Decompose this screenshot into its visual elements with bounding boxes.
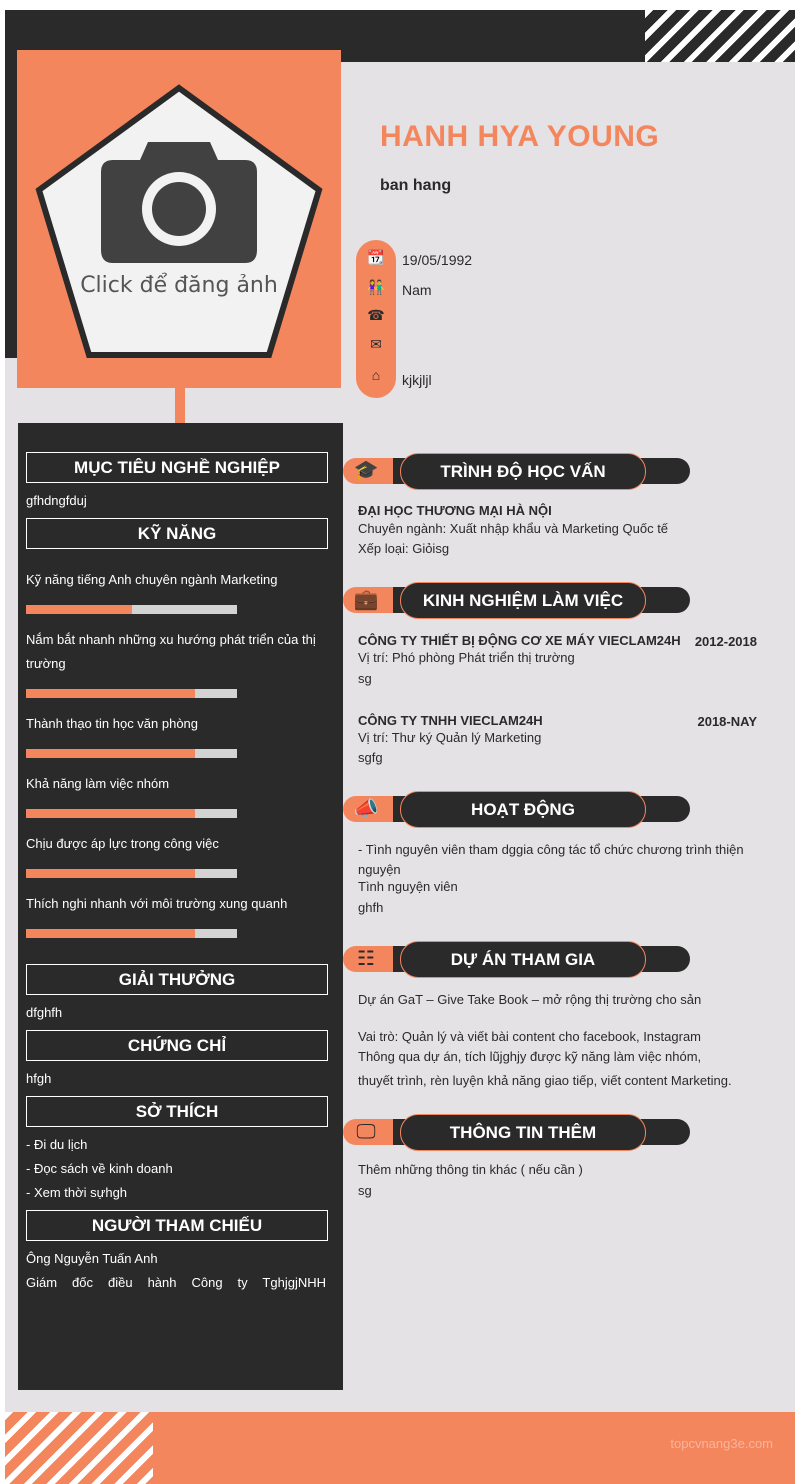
- education-grade: Xếp loại: Giỏisg: [358, 541, 450, 556]
- skill-label: Khả năng làm việc nhóm: [26, 776, 170, 791]
- envelope-icon: ✉: [370, 336, 382, 352]
- megaphone-icon: 📣: [353, 798, 379, 820]
- calendar-icon: 📆: [367, 249, 385, 265]
- activities-title: HOẠT ĐỘNG: [400, 791, 646, 828]
- hobby-item: - Đi du lịch: [26, 1137, 88, 1152]
- gender-value: Nam: [402, 282, 432, 298]
- watermark: topcvnang3e.com: [670, 1436, 773, 1451]
- bottom-bar: [5, 1412, 795, 1484]
- project-desc: Thông qua dự án, tích lũjghjy được kỹ năng làm việc nhóm,: [358, 1049, 702, 1064]
- sidebar: [18, 423, 343, 1390]
- experience-header: [343, 585, 690, 615]
- skill-bar-fill: [26, 605, 132, 614]
- candidate-name: HANH HYA YOUNG: [380, 120, 660, 153]
- skill-label: Nắm bắt nhanh những xu hướng phát triển của thị trường: [26, 632, 316, 671]
- projects-header: [343, 944, 690, 974]
- photo-caption: Click để đăng ảnh: [80, 273, 278, 298]
- activity-line: Tình nguyện viên: [358, 879, 458, 894]
- activity-line: - Tình nguyên viên tham dggia công tác tổ chức chương trình thiện nguyện: [358, 842, 744, 877]
- activities-header: [343, 794, 690, 824]
- people-icon: 👫: [367, 279, 385, 295]
- company-name: CÔNG TY THIẾT BỊ ĐỘNG CƠ XE MÁY VIECLAM24H: [358, 633, 681, 648]
- hobby-item: - Xem thời sựhgh: [26, 1185, 128, 1200]
- skill-bar: [26, 809, 237, 818]
- education-major: Chuyên ngành: Xuất nhập khẩu và Marketing Quốc tế: [358, 521, 669, 536]
- skill-label: Chịu được áp lực trong công việc: [26, 836, 219, 851]
- skill-bar: [26, 869, 237, 878]
- project-role: Vai trò: Quản lý và viết bài content cho facebook, Instagram: [358, 1029, 702, 1044]
- presentation-icon: 🖵: [356, 1121, 376, 1143]
- skill-bar: [26, 929, 237, 938]
- network-icon: ☷: [357, 948, 375, 970]
- job-position: Vị trí: Thư ký Quản lý Marketing: [358, 730, 542, 745]
- graduation-cap-icon: 🎓: [353, 460, 379, 482]
- project-desc: thuyết trình, rèn luyện khả năng giao tiếp, viết content Marketing.: [358, 1073, 732, 1088]
- hobby-item: - Đọc sách về kinh doanh: [26, 1161, 173, 1176]
- experience-title: KINH NGHIỆM LÀM VIỆC: [400, 582, 646, 619]
- job-description: sg: [358, 671, 372, 686]
- extra-info-line: Thêm những thông tin khác ( nếu cần ): [358, 1162, 583, 1177]
- skill-bar: [26, 605, 237, 614]
- phone-icon: ☎: [367, 307, 385, 323]
- skill-bar-fill: [26, 929, 195, 938]
- skill-bar: [26, 749, 237, 758]
- job-period: 2018-NAY: [697, 714, 757, 729]
- camera-icon: [101, 142, 257, 263]
- company-name: CÔNG TY TNHH VIECLAM24H: [358, 713, 543, 728]
- job-description: sgfg: [358, 750, 383, 765]
- birthday-value: 19/05/1992: [402, 252, 473, 268]
- project-name: Dự án GaT – Give Take Book – mở rộng thị trường cho sản: [358, 992, 702, 1007]
- extra-info-header: [343, 1117, 690, 1147]
- awards-text: dfghfh: [26, 1005, 63, 1020]
- top-stripes-decoration: [645, 10, 795, 62]
- hobbies-title: SỞ THÍCH: [26, 1096, 328, 1127]
- skill-label: Kỹ năng tiếng Anh chuyên ngành Marketing: [26, 572, 278, 587]
- skill-bar-fill: [26, 809, 195, 818]
- extra-info-line: sg: [358, 1183, 372, 1198]
- reference-position: Giám đốc điều hành Công ty TghjgjNHH: [26, 1275, 326, 1290]
- left-dark-strip: [5, 62, 17, 358]
- school-name: ĐẠI HỌC THƯƠNG MẠI HÀ NỘI: [358, 503, 552, 518]
- skill-bar-fill: [26, 869, 195, 878]
- extra-info-title: THÔNG TIN THÊM: [400, 1114, 646, 1151]
- education-header: [343, 456, 690, 486]
- skill-label: Thích nghi nhanh với môi trường xung quanh: [26, 896, 288, 911]
- references-title: NGƯỜI THAM CHIẾU: [26, 1210, 328, 1241]
- address-value: kjkjljl: [402, 372, 432, 388]
- objective-text: gfhdngfduj: [26, 493, 87, 508]
- job-title: ban hang: [380, 177, 452, 194]
- home-icon: ⌂: [371, 367, 381, 383]
- pentagon-frame: [17, 50, 341, 388]
- skill-label: Thành thạo tin học văn phòng: [26, 716, 199, 731]
- bottom-stripes-decoration: [5, 1412, 153, 1484]
- cv-page: [5, 10, 795, 1484]
- skill-bar-fill: [26, 689, 195, 698]
- job-position: Vị trí: Phó phòng Phát triển thị trường: [358, 650, 575, 665]
- education-title: TRÌNH ĐỘ HỌC VẤN: [400, 453, 646, 490]
- photo-upload-area[interactable]: [17, 50, 341, 388]
- projects-title: DỰ ÁN THAM GIA: [400, 941, 646, 978]
- skill-bar: [26, 689, 237, 698]
- briefcase-icon: 💼: [353, 589, 379, 611]
- reference-name: Ông Nguyễn Tuấn Anh: [26, 1251, 158, 1266]
- job-period: 2012-2018: [694, 634, 757, 649]
- certificates-title: CHỨNG CHỈ: [26, 1030, 328, 1061]
- skills-title: KỸ NĂNG: [26, 518, 328, 549]
- objective-title: MỤC TIÊU NGHỀ NGHIỆP: [26, 452, 328, 483]
- awards-title: GIẢI THƯỞNG: [26, 964, 328, 995]
- photo-connector: [175, 388, 185, 424]
- certificates-text: hfgh: [26, 1071, 52, 1086]
- activity-line: ghfh: [358, 900, 384, 915]
- skill-bar-fill: [26, 749, 195, 758]
